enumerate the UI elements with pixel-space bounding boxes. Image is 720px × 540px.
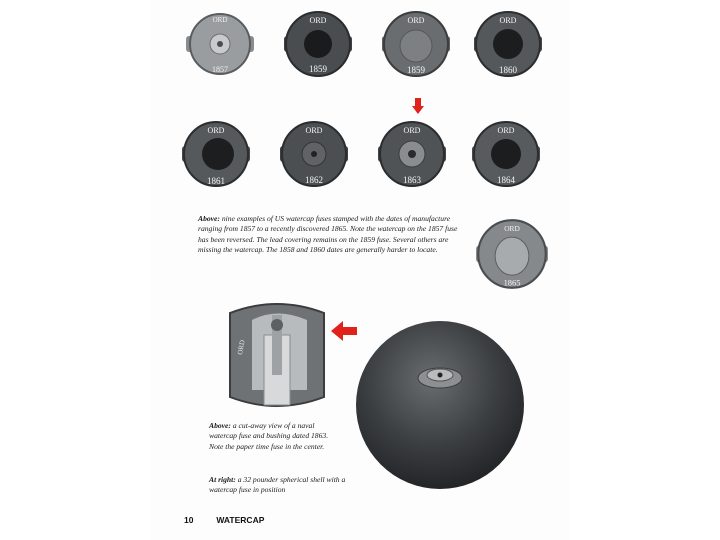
- caption-fuse-examples: [198, 214, 466, 256]
- section-title: WATERCAP: [216, 515, 265, 525]
- fuse-photo-1860: [472, 8, 544, 80]
- fuse-stamp: ORD: [407, 16, 425, 25]
- cutaway-fuse-photo: [222, 295, 332, 415]
- fuse-stamp: ORD: [403, 126, 421, 135]
- caption-text: a cut-away view of a naval watercap fuse and bushing dated 1863. Note the paper time fuse in the center.: [209, 421, 329, 451]
- fuse-year: 1862: [305, 175, 323, 185]
- caption-lead: Above:: [198, 214, 220, 223]
- fuse-photo-1864: [470, 118, 542, 190]
- fuse-stamp: ORD: [212, 16, 228, 24]
- fuse-year: 1859: [407, 65, 425, 75]
- caption-cutaway: [209, 421, 339, 452]
- caption-text: nine examples of US watercap fuses stamped with the dates of manufacture ranging from 1857 to a recently discovered 1865. Note the watercap on the 1857 fuse has been reversed. The lead covering remains on the 1859 fuse. Several others are missing the watercap. The 1858 and 1860 dates are generally harder to locate.: [198, 214, 458, 255]
- svg-text:ORD: ORD: [236, 339, 247, 356]
- fuse-photo-1865: [474, 216, 550, 292]
- fuse-photo-1859b: [380, 8, 452, 80]
- fuse-stamp: ORD: [499, 16, 517, 25]
- fuse-year: 1863: [403, 175, 421, 185]
- page-number: 10: [184, 515, 194, 525]
- arrow-left-icon: [331, 321, 357, 341]
- fuse-year: 1864: [497, 175, 515, 185]
- fuse-photo-1861: [180, 118, 252, 190]
- fuse-stamp: ORD: [309, 16, 327, 25]
- caption-lead: Above:: [209, 421, 231, 430]
- caption-lead: At right:: [209, 475, 236, 484]
- fuse-photo-1857: [184, 8, 256, 80]
- caption-text: a 32 pounder spherical shell with a watercap fuse in position: [209, 475, 346, 495]
- fuse-photo-1859a: [282, 8, 354, 80]
- shell-photo: [355, 300, 525, 510]
- fuse-photo-1862: [278, 118, 350, 190]
- fuse-year: 1859: [309, 64, 327, 74]
- fuse-stamp: ORD: [305, 126, 323, 135]
- fuse-year: 1861: [207, 176, 225, 186]
- fuse-stamp: ORD: [207, 126, 225, 135]
- fuse-year: 1860: [499, 65, 517, 75]
- fuse-year: 1857: [212, 65, 228, 74]
- page-footer: [184, 515, 264, 525]
- arrow-down-icon: [412, 98, 424, 114]
- fuse-stamp: ORD: [504, 223, 520, 233]
- fuse-year: 1865: [503, 277, 521, 288]
- caption-shell: [209, 475, 349, 496]
- fuse-photo-1863: [376, 118, 448, 190]
- fuse-stamp: ORD: [497, 126, 515, 135]
